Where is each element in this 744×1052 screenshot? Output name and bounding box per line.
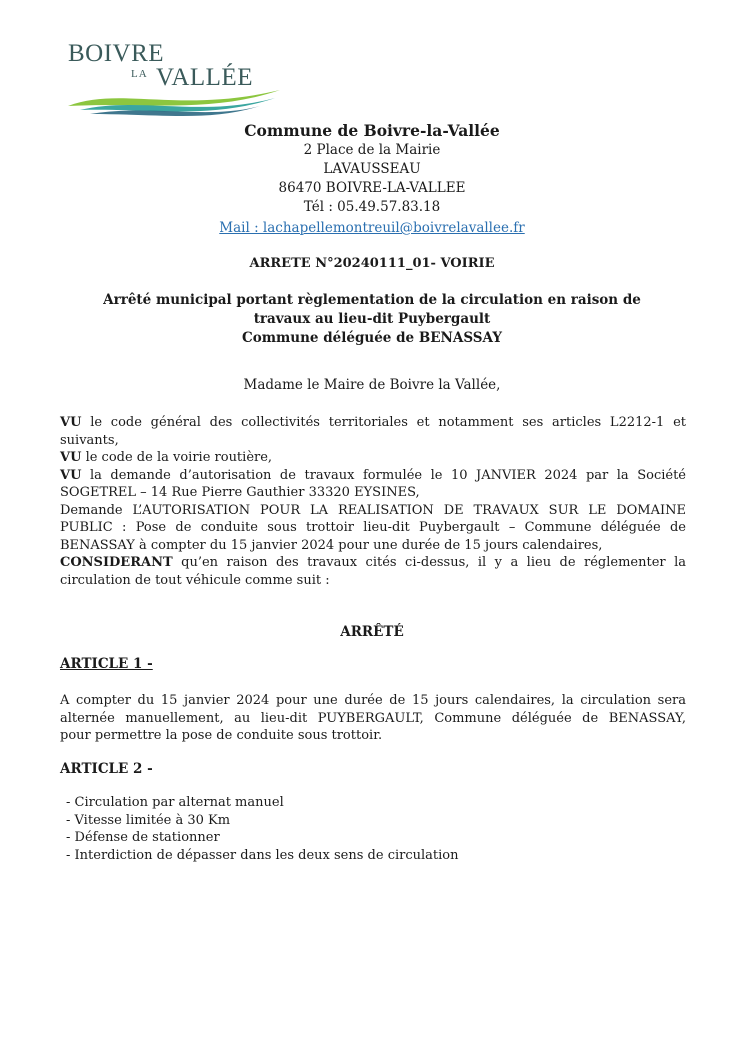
vu-3-line-1 (60, 467, 686, 485)
vu-1-text-1: le code général des collectivités territoriales et notamment ses articles L2212-1 et (81, 415, 686, 430)
commune-title: Commune de Boivre-la-Vallée (244, 121, 500, 140)
vu-3-line-2: SOGETREL – 14 Rue Pierre Gauthier 33320 EYSINES, (60, 485, 420, 500)
vu-3-text-1: la demande d’autorisation de travaux formulée le 10 JANVIER 2024 par la Société (81, 467, 686, 483)
demande-line-2: PUBLIC : Pose de conduite sous trottoir lieu-dit Puybergault – Commune déléguée de (60, 520, 686, 535)
considerants-block (60, 414, 686, 589)
vu-label: VU (60, 415, 82, 430)
considerant-line-2: circulation de tout véhicule comme suit : (60, 572, 330, 588)
mail-link[interactable]: Mail : lachapellemontreuil@boivrelavallee.fr (219, 220, 525, 236)
article-1-line-2: alternée manuellement, au lieu-dit PUYBERGAULT, Commune déléguée de BENASSAY, (60, 710, 686, 726)
article-1-body (60, 692, 686, 745)
subject-line-1: Arrêté municipal portant règlementation de la circulation en raison de (103, 292, 641, 308)
demande-line-1: Demande L’AUTORISATION POUR LA REALISATION DE TRAVAUX SUR LE DOMAINE (60, 502, 686, 518)
salutation: Madame le Maire de Boivre la Vallée, (243, 377, 501, 393)
vu-1-line-2: suivants, (60, 432, 119, 448)
vu-1-line-1 (60, 414, 686, 432)
subject-line-3: Commune déléguée de BENASSAY (241, 330, 502, 346)
subject-line-2: travaux au lieu-dit Puybergault (253, 311, 491, 327)
boivre-la-vallee-logo (60, 40, 285, 120)
list-item: - Circulation par alternat manuel (66, 795, 284, 810)
considerant-text-1: qu’en raison des travaux cités ci-dessus, il y a lieu de réglementer la (172, 555, 686, 570)
article-1-line-3: pour permettre la pose de conduite sous trottoir. (60, 728, 383, 743)
vu-2-line (60, 449, 686, 467)
address-line-3: 86470 BOIVRE-LA-VALLEE (278, 180, 466, 196)
phone-number: Tél : 05.49.57.83.18 (303, 199, 441, 215)
vu-label: VU (60, 467, 82, 483)
logo-swoosh-icon (60, 84, 285, 120)
article-1-line-1: A compter du 15 janvier 2024 pour une durée de 15 jours calendaires, la circulation sera (60, 693, 686, 708)
logo-word-boivre: BOIVRE (68, 40, 165, 67)
vu-2-text: le code de la voirie routière, (81, 450, 273, 465)
mail-container (0, 217, 744, 236)
logo-word-vallee: VALLÉE (156, 64, 253, 91)
list-item: - Interdiction de dépasser dans les deux sens de circulation (66, 847, 459, 863)
demande-line-3: BENASSAY à compter du 15 janvier 2024 pour une durée de 15 jours calendaires, (60, 537, 603, 553)
vu-label: VU (60, 450, 82, 465)
considerant-label: CONSIDERANT (60, 555, 173, 570)
address-line-2: LAVAUSSEAU (323, 161, 421, 177)
logo-word-la: LA (131, 68, 148, 80)
article-2-list (66, 794, 459, 864)
article-2-title: ARTICLE 2 - (60, 761, 153, 777)
arrete-number: ARRETE N°20240111_01- VOIRIE (249, 256, 495, 271)
article-1-title: ARTICLE 1 - (60, 656, 153, 672)
list-item: - Vitesse limitée à 30 Km (66, 812, 231, 828)
arrete-heading: ARRÊTÉ (340, 624, 404, 640)
address-line-1: 2 Place de la Mairie (303, 142, 441, 158)
list-item: - Défense de stationner (66, 830, 220, 845)
considerant-line-1 (60, 554, 686, 572)
